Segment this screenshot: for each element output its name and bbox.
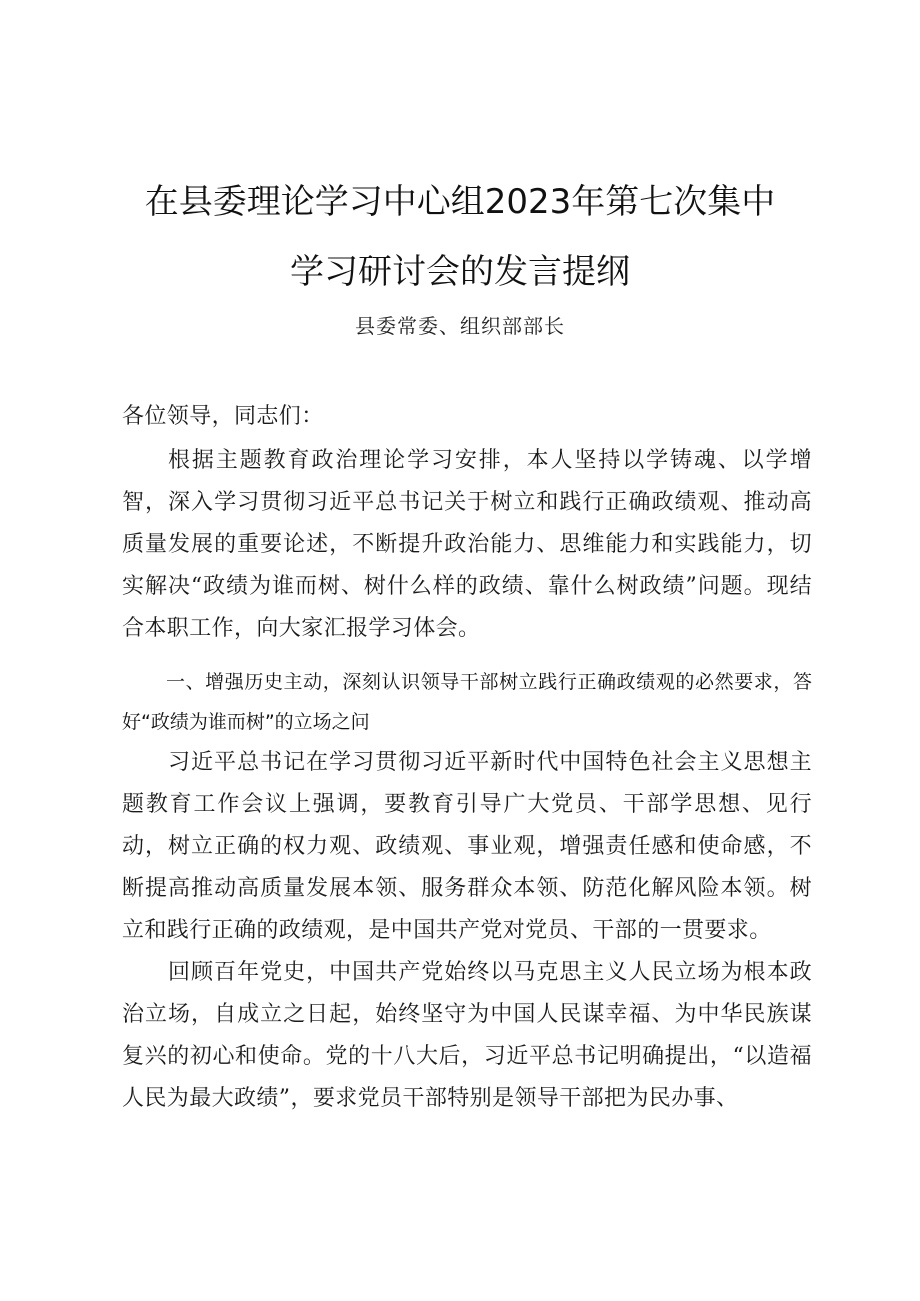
section-1-paragraph-2: 回顾百年党史，中国共产党始终以马克思主义人民立场为根本政治立场，自成立之日起，始终坚守为中国人民谋幸福、为中华民族谋复兴的初心和使命。党的十八大后，习近平总书记明确提出，“以造福人民为最大政绩”，要求党员干部特别是领导干部把为民办事、 [122,960,812,1111]
section-1-paragraph-1: 习近平总书记在学习贯彻习近平新时代中国特色社会主义思想主题教育工作会议上强调，要教育引导广大党员、干部学思想、见行动，树立正确的权力观、政绩观、事业观，增强责任感和使命感，不断提高推动高质量发展本领、服务群众本领、防范化解风险本领。树立和践行正确的政绩观，是中国共产党对党员、干部的一贯要求。 [122,750,812,943]
greeting: 各位领导，同志们： [122,404,324,429]
author-line: 县委常委、组织部部长 [355,314,565,338]
document-title-line-2: 学习研讨会的发言提纲 [290,252,630,292]
intro-paragraph: 根据主题教育政治理论学习安排，本人坚持以学铸魂、以学增智，深入学习贯彻习近平总书记关于树立和践行正确政绩观、推动高质量发展的重要论述，不断提升政治能力、思维能力和实践能力，切实解决“政绩为谁而树、树什么样的政绩、靠什么树政绩”问题。现结合本职工作，向大家汇报学习体会。 [122,448,812,641]
section-heading-1: 一、增强历史主动，深刻认识领导干部树立践行正确政绩观的必然要求，答好“政绩为谁而树”的立场之问 [122,671,812,733]
document-title-line-1: 在县委理论学习中心组2023年第七次集中 [144,182,776,222]
